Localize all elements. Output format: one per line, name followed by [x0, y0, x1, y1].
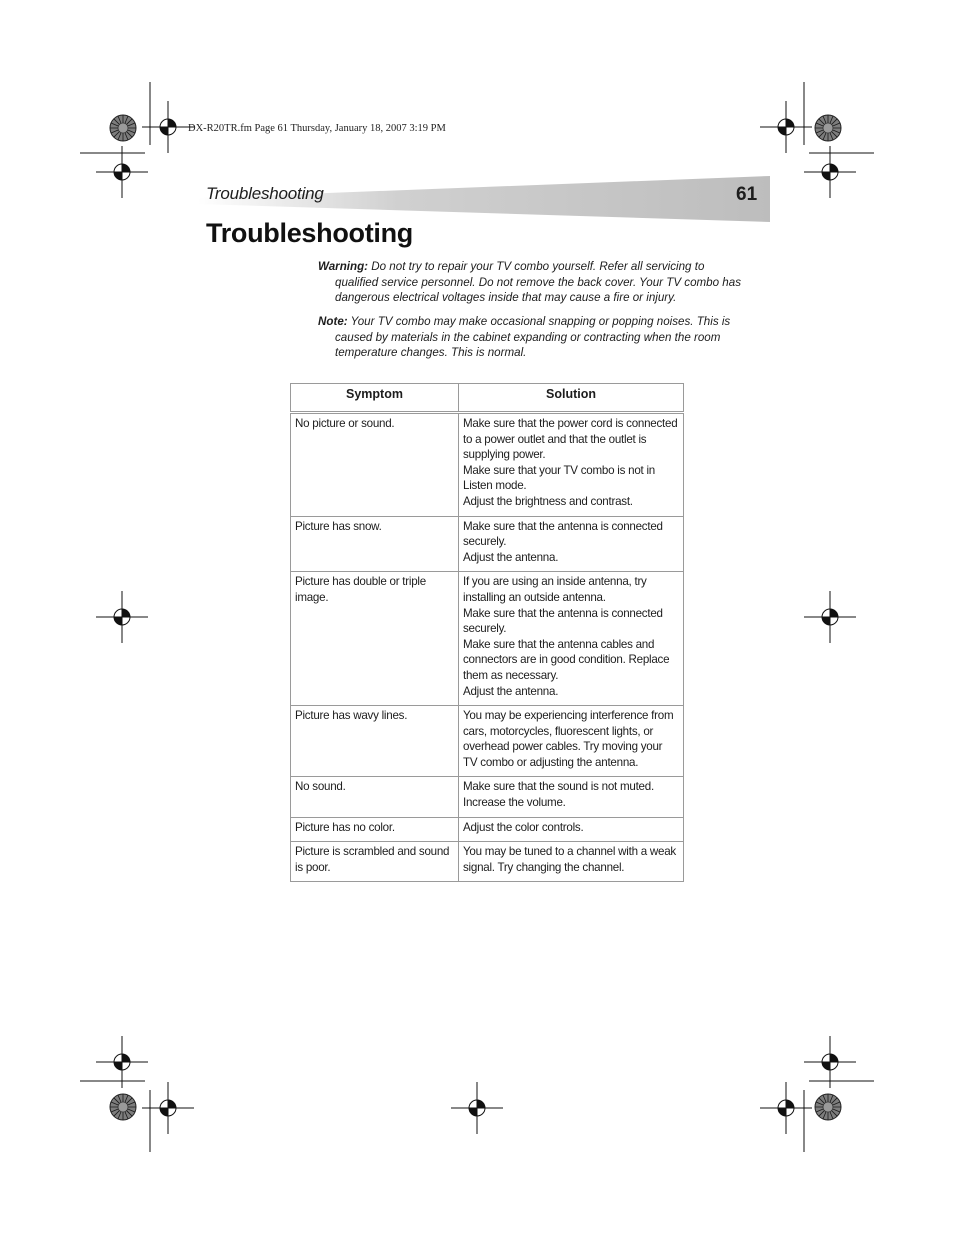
- table-row: [291, 817, 684, 842]
- solution-cell: [459, 817, 684, 842]
- solution-line: If you are using an inside antenna, try installing an outside antenna.: [463, 575, 647, 604]
- table-header-row: [291, 384, 684, 413]
- file-slug: DX-R20TR.fm Page 61 Thursday, January 18, 2007 3:19 PM: [188, 123, 446, 134]
- solution-cell: [459, 706, 684, 777]
- solution-line: You may be experiencing interference from cars, motorcycles, fluorescent lights, or overhead power cables. Try moving your TV combo or adjusting the antenna.: [463, 709, 674, 769]
- note-text: Your TV combo may make occasional snapping or popping noises. This is caused by materials in the cabinet expanding or contracting when the room temperature changes. This is normal.: [335, 315, 731, 360]
- warning-text: Do not try to repair your TV combo yourself. Refer all servicing to qualified service personnel. Do not remove the back cover. Your TV combo has dangerous electrical voltages inside that may cause a fire or injury.: [335, 260, 741, 305]
- solution-line: Increase the volume.: [463, 796, 566, 810]
- column-header-symptom: Symptom: [291, 384, 459, 413]
- solution-line: Make sure that the antenna is connected securely.: [463, 606, 663, 636]
- table-body: [291, 413, 684, 882]
- solution-line: Adjust the color controls.: [463, 820, 584, 834]
- symptom-cell: Picture has wavy lines.: [291, 706, 459, 777]
- solution-line: Make sure that the antenna is connected securely.: [463, 519, 663, 549]
- solution-line: Make sure that your TV combo is not in Listen mode.: [463, 463, 655, 493]
- solution-cell: [459, 572, 684, 706]
- table-row: [291, 516, 684, 572]
- solution-cell: [459, 842, 684, 882]
- symptom-cell: Picture has no color.: [291, 817, 459, 842]
- column-header-solution: Solution: [459, 384, 684, 413]
- solution-cell: [459, 516, 684, 572]
- solution-cell: [459, 413, 684, 517]
- symptom-cell: Picture has snow.: [291, 516, 459, 572]
- symptom-cell: No picture or sound.: [291, 413, 459, 517]
- page-number: 61: [736, 184, 758, 205]
- symptom-cell: No sound.: [291, 777, 459, 817]
- table-row: [291, 842, 684, 882]
- solution-line: You may be tuned to a channel with a weak signal. Try changing the channel.: [463, 845, 676, 874]
- solution-line: Make sure that the sound is not muted.: [463, 780, 654, 794]
- page-title: Troubleshooting: [206, 218, 413, 248]
- troubleshooting-table: [290, 383, 684, 882]
- note-label: Note:: [318, 315, 348, 328]
- running-header-title: Troubleshooting: [206, 184, 324, 203]
- warning-label: Warning:: [318, 260, 369, 273]
- table-row: [291, 706, 684, 777]
- solution-line: Make sure that the power cord is connected to a power outlet and that the outlet is supplying power.: [463, 417, 678, 462]
- solution-line: Adjust the antenna.: [463, 684, 559, 698]
- solution-cell: [459, 777, 684, 817]
- table-row: [291, 572, 684, 706]
- table-row: [291, 413, 684, 517]
- table-row: [291, 777, 684, 817]
- note-notice: [318, 314, 748, 361]
- solution-line: Adjust the antenna.: [463, 550, 559, 564]
- solution-line: Adjust the brightness and contrast.: [463, 494, 633, 508]
- symptom-cell: Picture has double or triple image.: [291, 572, 459, 706]
- warning-notice: [318, 259, 748, 306]
- symptom-cell: Picture is scrambled and sound is poor.: [291, 842, 459, 882]
- solution-line: Make sure that the antenna cables and connectors are in good condition. Replace them as necessary.: [463, 637, 670, 682]
